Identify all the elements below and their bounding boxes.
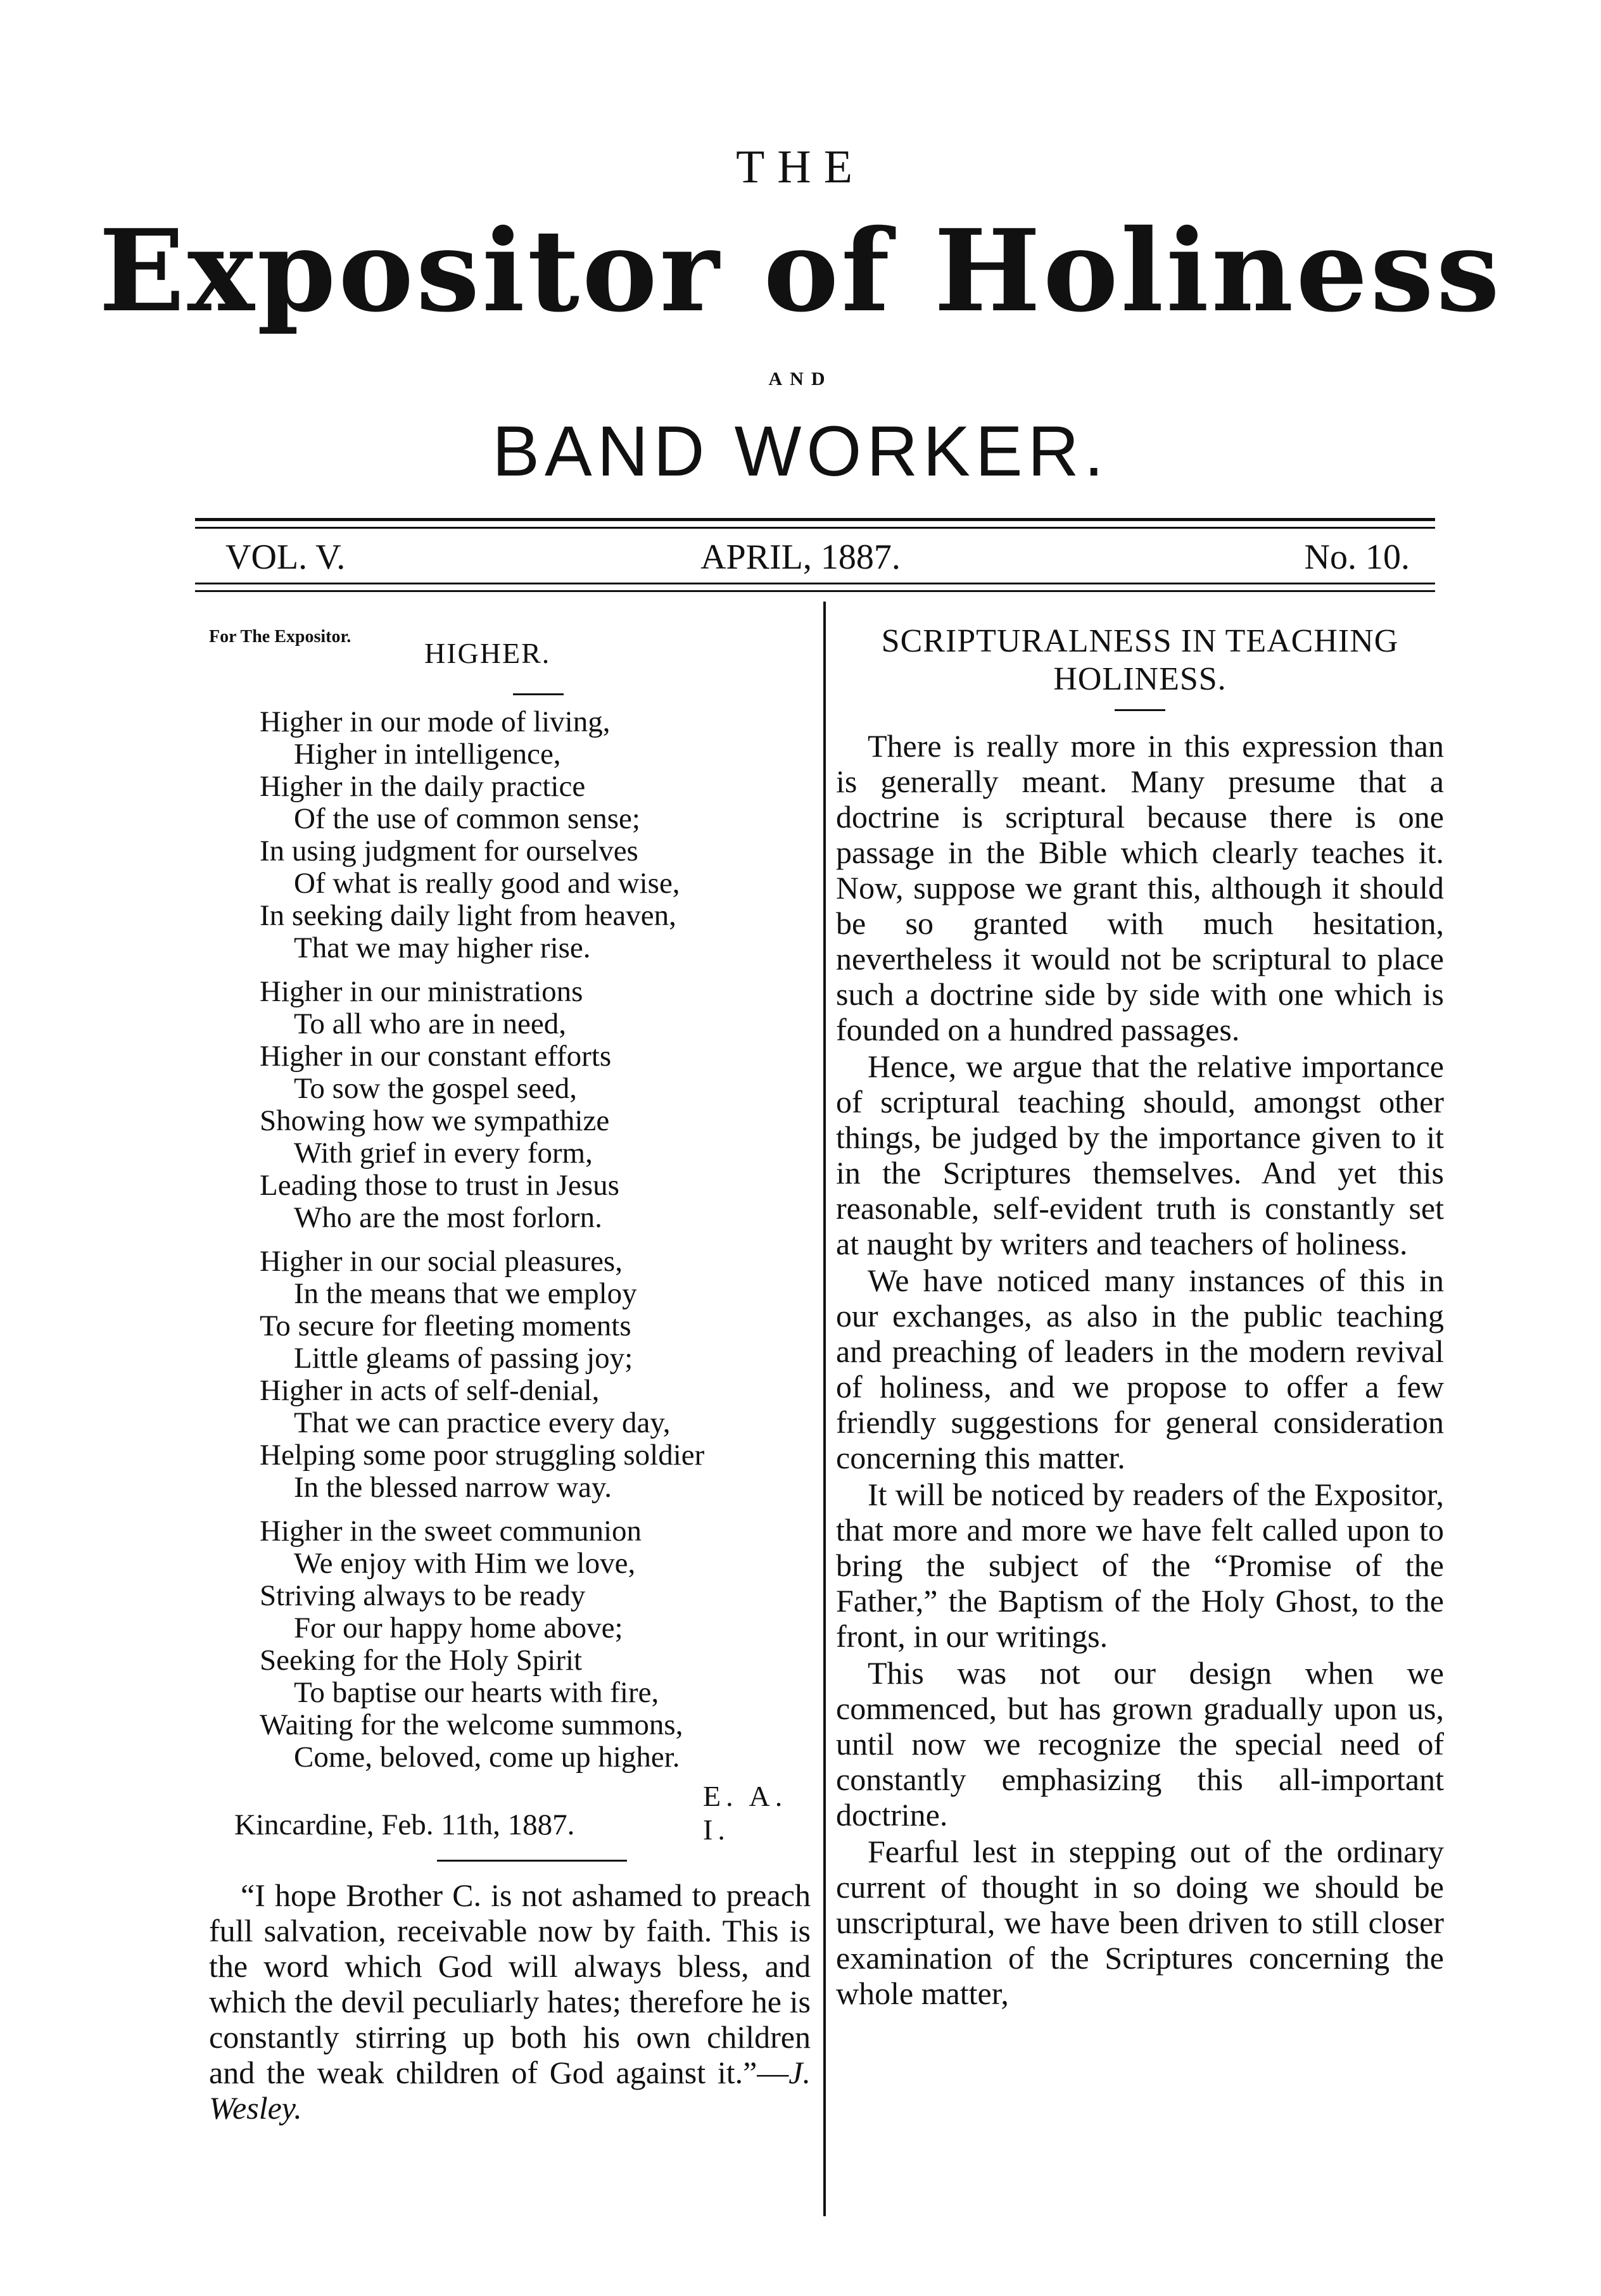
poem-stanza-1 [260,706,804,964]
dateline-rule-bottom-2 [195,590,1435,592]
poem-line: In the means that we employ [294,1277,637,1310]
poem-source: For The Expositor. [209,627,351,647]
poem-line: Helping some poor struggling soldier [260,1439,705,1472]
column-divider [823,602,826,2216]
poem-line: In using judgment for ourselves [260,835,638,867]
poem-line: Leading those to trust in Jesus [260,1169,619,1202]
volume-label: VOL. V. [225,538,346,577]
poem-signature: E. A. I. [703,1780,788,1846]
article-title-rule [1115,709,1165,711]
masthead-title: Expositor of Holiness [98,205,1502,337]
poem-title: HIGHER. [424,637,551,669]
article-title-line-2: HOLINESS. [1053,661,1227,697]
poem-line: Seeking for the Holy Spirit [260,1644,583,1677]
poem-line: To all who are in need, [294,1007,566,1040]
poem-stanza-2 [260,976,804,1234]
poem-line: Of the use of common sense; [294,802,640,835]
quote-author: J. Wesley. [209,2055,811,2126]
masthead-rule-top-thick [195,518,1435,521]
poem-line: Who are the most forlorn. [294,1201,602,1234]
dateline-rule-bottom [195,583,1435,584]
poem-place-date: Kincardine, Feb. 11th, 1887. [234,1808,575,1841]
poem-title-rule [513,693,564,695]
poem-body [260,706,804,1785]
poem-line: For our happy home above; [294,1612,623,1644]
poem-line: To sow the gospel seed, [294,1072,578,1105]
article-title [836,622,1444,698]
poem-line: Showing how we sympathize [260,1104,610,1137]
poem-line: Higher in our ministrations [260,975,583,1008]
masthead-rule-top-thin [195,527,1435,529]
masthead-the: THE [736,141,865,193]
article-paragraph: Hence, we argue that the relative importance of scriptural teaching should, amongst other things, be judged by the importance given to it in the Scriptures themselves. And yet this reasonable, self-evident truth is constantly set at naught by writers and teachers of holiness. [836,1049,1444,1261]
masthead-subtitle: BAND WORKER. [492,412,1109,491]
poem-line: Higher in our mode of living, [260,705,611,738]
article-paragraph: It will be noticed by readers of the Expositor, that more and more we have felt called upon to bring the subject of the “Promise of the Father,” the Baptism of the Holy Ghost, to the front, in our writings. [836,1477,1444,1654]
poem-line: Of what is really good and wise, [294,867,680,900]
article-title-line-1: SCRIPTURALNESS IN TEACHING [881,623,1399,659]
masthead-and: AND [768,369,833,389]
issue-number: No. 10. [1304,538,1410,577]
poem-line: That we can practice every day, [294,1406,671,1439]
poem-line: Higher in acts of self-denial, [260,1374,600,1407]
poem-line: In seeking daily light from heaven, [260,899,676,932]
article-paragraph: This was not our design when we commenced, but has grown gradually upon us, until now we recognize the special need of constantly emphasizing this all-important doctrine. [836,1655,1444,1832]
poem-line: Higher in the sweet communion [260,1515,642,1548]
poem-line: Higher in intelligence, [294,738,561,771]
poem-line: Striving always to be ready [260,1579,586,1612]
poem-line: We enjoy with Him we love, [294,1547,636,1580]
poem-line: With grief in every form, [294,1137,593,1170]
poem-line: Waiting for the welcome summons, [260,1708,683,1741]
wesley-quote [209,1877,811,2126]
poem-stanza-4 [260,1515,804,1774]
poem-line: Higher in the daily practice [260,770,586,803]
article-body [836,728,1444,2012]
poem-line: Little gleams of passing joy; [294,1342,633,1375]
poem-line: In the blessed narrow way. [294,1471,612,1504]
issue-date: APRIL, 1887. [700,538,901,577]
poem-line: Higher in our constant efforts [260,1040,612,1073]
article-paragraph: There is really more in this expression than is generally meant. Many presume that a doctrine is scriptural because there is one passage in the Bible which clearly teaches it. Now, suppose we grant this, although it should be so granted with much hesitation, nevertheless it would not be scriptural to place such a doctrine side by side with one which is founded on a hundred passages. [836,728,1444,1047]
quote-separator-rule [437,1860,627,1862]
article-paragraph: We have noticed many instances of this in our exchanges, as also in the public teaching and preaching of leaders in the modern revival of holiness, and we propose to offer a few friendly suggestions for general consideration concerning this matter. [836,1263,1444,1475]
poem-stanza-3 [260,1246,804,1504]
poem-line: To secure for fleeting moments [260,1309,631,1342]
poem-line: Come, beloved, come up higher. [294,1741,680,1774]
poem-line: To baptise our hearts with fire, [294,1676,659,1709]
article-paragraph: Fearful lest in stepping out of the ordinary current of thought in so doing we should be unscriptural, we have been driven to still closer examination of the Scriptures concerning the whole matter, [836,1834,1444,2011]
poem-line: Higher in our social pleasures, [260,1245,623,1278]
poem-line: That we may higher rise. [294,931,591,964]
quote-text: “I hope Brother C. is not ashamed to preach full salvation, receivable now by faith. This is the word which God will always bless, and which the devil peculiarly hates; therefore he is constantly stirring up both his own children and the weak children of God against it.”— [209,1877,811,2090]
